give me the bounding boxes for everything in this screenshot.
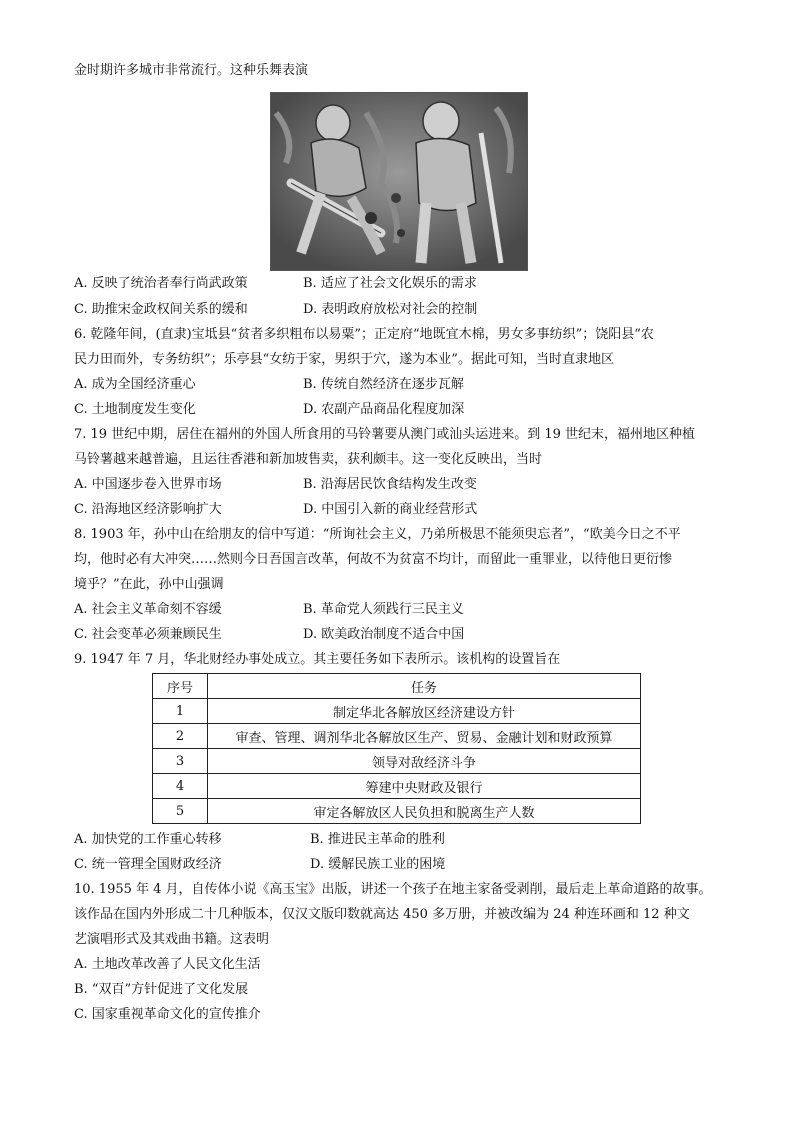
table-cell-number: 2	[153, 724, 208, 749]
q6-option-b: B. 传统自然经济在逐步瓦解	[303, 377, 464, 392]
relief-carving-image	[270, 92, 528, 271]
q7-option-c: C. 沿海地区经济影响扩大	[74, 502, 222, 517]
q10-stem-line-2: 该作品在国内外形成二十几种版本，仅汉文版印数就高达 450 多万册，并被改编为 24 种连环画和 12 种文	[74, 907, 690, 922]
q10-stem-line-3: 艺演唱形式及其戏曲书籍。这表明	[74, 932, 270, 947]
q6-stem-line-1: 6. 乾隆年间，(直隶)宝坻县“贫者多织粗布以易粟”；正定府“地既宜木棉，男女多事纺织”；饶阳县“农	[74, 327, 654, 342]
q7-stem-line-2: 马铃薯越来越普遍，且运往香港和新加坡售卖，获利颇丰。这一变化反映出，当时	[74, 452, 543, 467]
table-cell-number: 1	[153, 699, 208, 724]
q6-option-a: A. 成为全国经济重心	[74, 377, 196, 392]
q6-stem-line-2: 民力田而外，专务纺织”；乐亭县“女纺于家，男织于穴，遂为本业”。据此可知，当时直隶地区	[74, 352, 614, 367]
q9-option-b: B. 推进民主革命的胜利	[310, 832, 445, 847]
table-row	[153, 724, 641, 749]
q5-option-b: B. 适应了社会文化娱乐的需求	[303, 276, 477, 291]
q8-option-d: D. 欧美政治制度不适合中国	[303, 627, 465, 642]
q7-stem-line-1: 7. 19 世纪中期，居住在福州的外国人所食用的马铃薯要从澳门或汕头运进来。到 19 世纪末，福州地区种植	[74, 427, 696, 442]
q10-option-b: B. “双百”方针促进了文化发展	[74, 982, 249, 997]
tasks-table	[152, 673, 641, 824]
q9-option-d: D. 缓解民族工业的困境	[310, 857, 446, 872]
table-header-row	[153, 674, 641, 699]
table-cell-number: 5	[153, 799, 208, 824]
table-row	[153, 749, 641, 774]
q8-stem-line-1: 8. 1903 年，孙中山在给朋友的信中写道：“所询社会主义，乃弟所极思不能须臾忘者”，“欧美今日之不平	[74, 527, 681, 542]
q9-stem-line: 9. 1947 年 7 月，华北财经办事处成立。其主要任务如下表所示。该机构的设置旨在	[74, 652, 561, 667]
q7-option-d: D. 中国引入新的商业经营形式	[303, 502, 478, 517]
table-row	[153, 699, 641, 724]
q8-option-b: B. 革命党人须践行三民主义	[303, 602, 464, 617]
q6-option-c: C. 土地制度发生变化	[74, 402, 196, 417]
q9-option-a: A. 加快党的工作重心转移	[74, 832, 222, 847]
q5-option-c: C. 助推宋金政权间关系的缓和	[74, 302, 248, 317]
q7-option-b: B. 沿海居民饮食结构发生改变	[303, 477, 477, 492]
q8-stem-line-2: 均，他时必有大冲突……然则今日吾国言改革，何故不为贫富不均计，而留此一重罪业，以待他日更衍惨	[74, 552, 673, 567]
table-cell-task: 领导对敌经济斗争	[208, 749, 641, 774]
q10-option-c: C. 国家重视革命文化的宣传推介	[74, 1007, 261, 1022]
q8-option-a: A. 社会主义革命刻不容缓	[74, 602, 222, 617]
table-row	[153, 774, 641, 799]
table-cell-task: 审查、管理、调剂华北各解放区生产、贸易、金融计划和财政预算	[208, 724, 641, 749]
table-row	[153, 799, 641, 824]
table-cell-number: 3	[153, 749, 208, 774]
table-cell-number: 4	[153, 774, 208, 799]
q9-option-c: C. 统一管理全国财政经济	[74, 857, 222, 872]
table-cell-task: 筹建中央财政及银行	[208, 774, 641, 799]
q5-option-a: A. 反映了统治者奉行尚武政策	[74, 276, 248, 291]
q7-option-a: A. 中国逐步卷入世界市场	[74, 477, 222, 492]
q5-option-d: D. 表明政府放松对社会的控制	[303, 302, 478, 317]
table-cell-task: 制定华北各解放区经济建设方针	[208, 699, 641, 724]
q10-stem-line-1: 10. 1955 年 4 月，自传体小说《高玉宝》出版，讲述一个孩子在地主家备受剥削，最后走上革命道路的故事。	[74, 882, 712, 897]
intro-line: 金时期许多城市非常流行。这种乐舞表演	[74, 63, 309, 78]
table-cell-task: 审定各解放区人民负担和脱离生产人数	[208, 799, 641, 824]
q6-option-d: D. 农副产品商品化程度加深	[303, 402, 465, 417]
q10-option-a: A. 土地改革改善了人民文化生活	[74, 957, 261, 972]
q8-option-c: C. 社会变革必须兼顾民生	[74, 627, 222, 642]
table-header-number: 序号	[153, 674, 208, 699]
q8-stem-line-3: 境乎？”在此，孙中山强调	[74, 577, 224, 592]
table-header-task: 任务	[208, 674, 641, 699]
